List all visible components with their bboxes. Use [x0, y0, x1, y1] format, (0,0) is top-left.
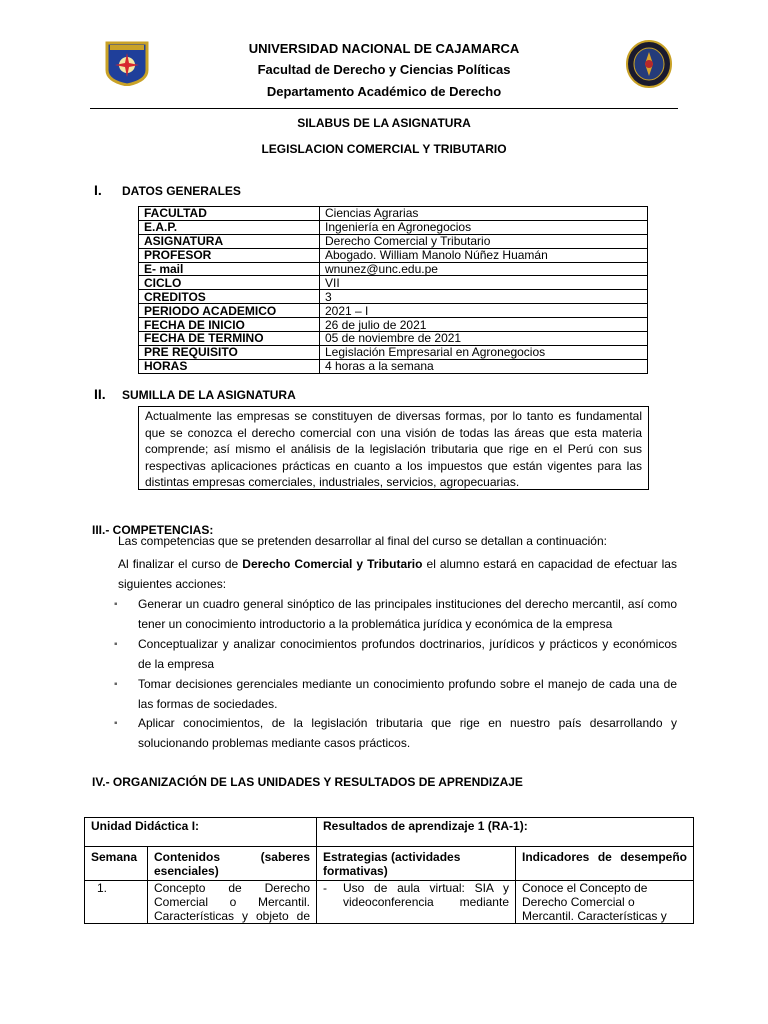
field-label: CREDITOS [139, 290, 320, 304]
competencia-item: Aplicar conocimientos, de la legislación tributaria que rige en nuestro país desarrollando y solucionando problemas mediante casos prácticos. [138, 716, 677, 750]
table-row [139, 304, 648, 318]
table-row [139, 359, 648, 373]
field-value: Legislación Empresarial en Agronegocios [320, 345, 648, 359]
paragraph-text: Al finalizar el curso de [118, 557, 243, 571]
competencias-intro: Las competencias que se pretenden desarrollar al final del curso se detallan a continuación: [118, 534, 607, 548]
field-label: PROFESOR [139, 248, 320, 262]
indicadores-cell: Conoce el Concepto de Derecho Comercial o Mercantil. Características y [516, 881, 694, 924]
field-value: wnunez@unc.edu.pe [320, 262, 648, 276]
field-label: CICLO [139, 276, 320, 290]
field-value: Ingeniería en Agronegocios [320, 220, 648, 234]
field-label: PRE REQUISITO [139, 345, 320, 359]
field-label: FACULTAD [139, 207, 320, 221]
table-row [139, 276, 648, 290]
table-row [139, 262, 648, 276]
unidades-table [84, 817, 694, 924]
field-label: ASIGNATURA [139, 234, 320, 248]
estrategias-text: Uso de aula virtual: SIA y videoconferencia mediante [343, 881, 509, 909]
field-label: E- mail [139, 262, 320, 276]
unit-cell: Unidad Didáctica I: [85, 818, 317, 847]
header-indicadores: Indicadores de desempeño [516, 847, 694, 881]
field-value: 26 de julio de 2021 [320, 318, 648, 332]
table-row [139, 318, 648, 332]
field-label: E.A.P. [139, 220, 320, 234]
field-value: Ciencias Agrarias [320, 207, 648, 221]
field-label: PERIODO ACADEMICO [139, 304, 320, 318]
table-row [85, 881, 694, 924]
faculty-name: Facultad de Derecho y Ciencias Políticas [257, 62, 511, 77]
competencia-item: Tomar decisiones gerenciales mediante un conocimiento profundo sobre el manejo de cada una de las formas de sociedades. [138, 677, 677, 711]
table-row [85, 818, 694, 847]
header-semana: Semana [85, 847, 148, 881]
course-title: LEGISLACION COMERCIAL Y TRIBUTARIO [261, 142, 507, 156]
field-value: 2021 – I [320, 304, 648, 318]
competencias-paragraph [118, 554, 677, 594]
contenidos-cell: Concepto de Derecho Comercial o Mercantil. Características y objeto de [148, 881, 317, 924]
table-row [139, 207, 648, 221]
competencia-item: Conceptualizar y analizar conocimientos profundos doctrinarios, jurídicos y prácticos y económicos de la empresa [138, 637, 677, 671]
field-label: HORAS [139, 359, 320, 373]
table-row [139, 345, 648, 359]
section-title: DATOS GENERALES [122, 184, 241, 198]
field-value: VII [320, 276, 648, 290]
table-row [139, 248, 648, 262]
university-name: UNIVERSIDAD NACIONAL DE CAJAMARCA [248, 41, 520, 56]
estrategias-cell [317, 881, 516, 924]
dash-marker: - [323, 881, 327, 895]
table-row [139, 234, 648, 248]
section-competencias-heading: III.- COMPETENCIAS: [92, 523, 214, 537]
field-label: FECHA DE INICIO [139, 318, 320, 332]
section-number: II. [94, 386, 106, 402]
header-contenidos: Contenidos (saberes esenciales) [148, 847, 317, 881]
competencia-item: Generar un cuadro general sinóptico de las principales instituciones del derecho mercantil, así como tener un conocimiento introductorio a la problemática jurídica y económica de la empresa [138, 597, 677, 631]
header-estrategias: Estrategias (actividades formativas) [317, 847, 516, 881]
department-name: Departamento Académico de Derecho [266, 84, 502, 99]
table-row [139, 220, 648, 234]
section-number: I. [94, 182, 102, 198]
table-row [139, 332, 648, 346]
document-title: SILABUS DE LA ASIGNATURA [297, 116, 471, 130]
paragraph-text: el alumno estará en capacidad de efectuar las siguientes acciones: [118, 557, 677, 591]
table-row [139, 290, 648, 304]
field-value: Derecho Comercial y Tributario [320, 234, 648, 248]
result-cell: Resultados de aprendizaje 1 (RA-1): [317, 818, 694, 847]
sumilla-box: Actualmente las empresas se constituyen de diversas formas, por lo tanto es fundamental que se conozca el derecho comercial con una visión de todas las áreas que esta materia comprende; así mismo el análisis de la legislación tributaria que rige en el Perú con sus respectivas aplicaciones prácticas en cuanto a los impuestos que están vigentes para las distintas empresas comerciales, industriales, servicios, agropecuarias. [138, 406, 649, 490]
header-divider [90, 108, 678, 109]
bullet-icon: ▪ [114, 639, 118, 650]
semana-cell: 1. [85, 881, 148, 924]
field-value: 3 [320, 290, 648, 304]
field-value: 4 horas a la semana [320, 359, 648, 373]
field-value: Abogado. William Manolo Núñez Huamán [320, 248, 648, 262]
section-title: SUMILLA DE LA ASIGNATURA [122, 388, 296, 402]
table-row [85, 847, 694, 881]
field-value: 05 de noviembre de 2021 [320, 332, 648, 346]
section-organizacion-heading: IV.- ORGANIZACIÓN DE LAS UNIDADES Y RESULTADOS DE APRENDIZAJE [92, 775, 523, 789]
datos-generales-table [138, 206, 648, 374]
bullet-icon: ▪ [114, 599, 118, 610]
section-datos-generales-heading [94, 182, 241, 198]
bullet-icon: ▪ [114, 679, 118, 690]
field-label: FECHA DE TERMINO [139, 332, 320, 346]
section-sumilla-heading [94, 386, 296, 402]
course-name-bold: Derecho Comercial y Tributario [242, 557, 423, 571]
bullet-icon: ▪ [114, 718, 118, 729]
